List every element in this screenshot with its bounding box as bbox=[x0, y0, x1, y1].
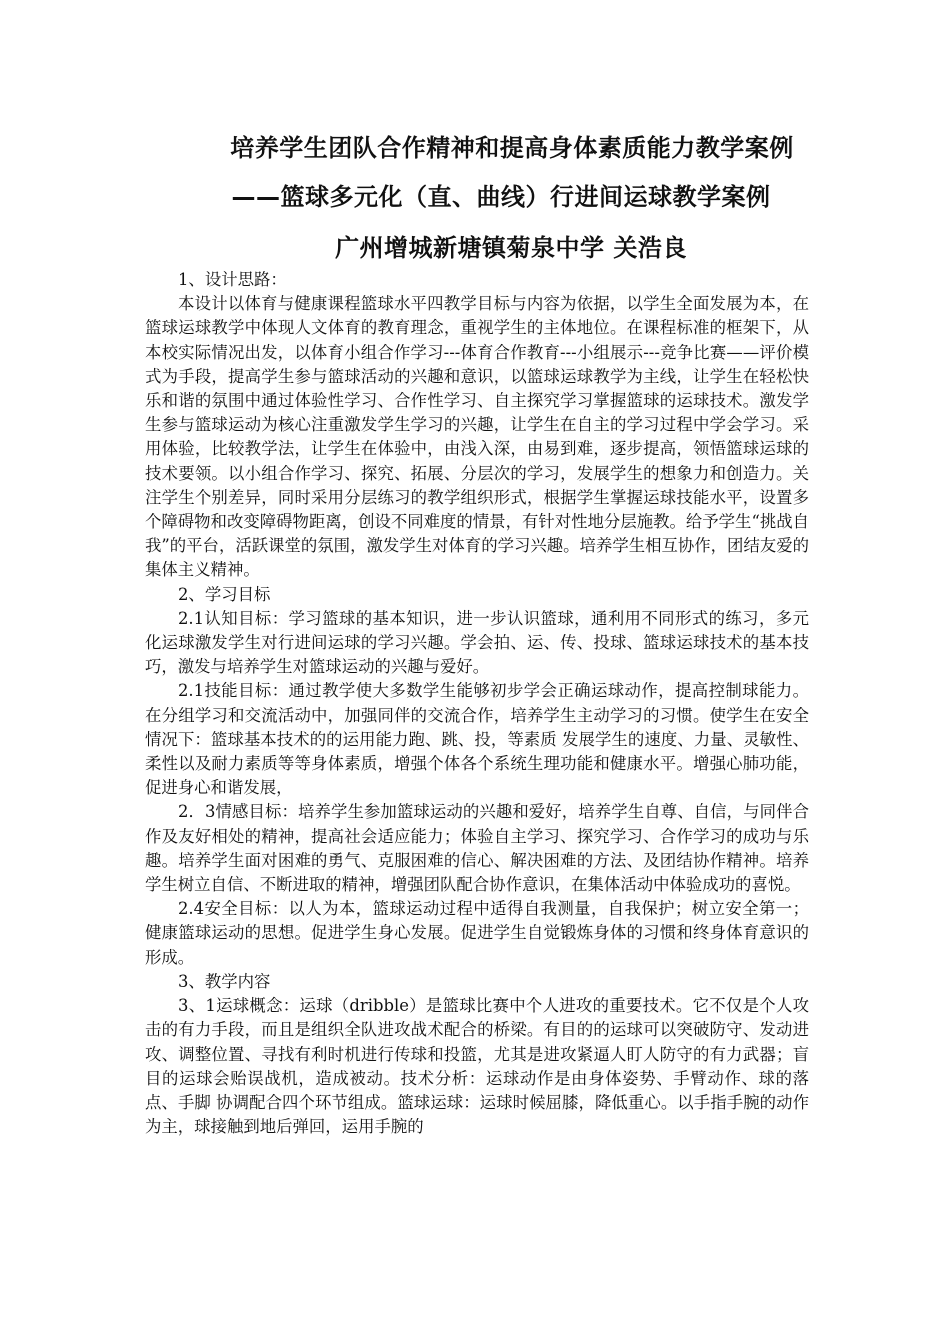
paragraph-skill-goal: 2.1技能目标：通过教学使大多数学生能够初步学会正确运球动作，提高控制球能力。在分组学习和交流活动中，加强同伴的交流合作，培养学生主动学习的习惯。使学生在安全情况下：篮球基本技术的的运用能力跑、跳、投，等素质 发展学生的速度、力量、灵敏性、柔性以及耐力素质等等身体素质，增强个体各个系统生理功能和健康水平。增强心肺功能，促进身心和谐发展， bbox=[145, 681, 809, 798]
paragraph-cognitive-goal: 2.1认知目标：学习篮球的基本知识，进一步认识篮球，通利用不同形式的练习，多元化运球激发学生对行进间运球的学习兴趣。学会拍、运、传、投球、篮球运球技术的基本技巧，激发与培养学生对篮球运动的兴趣与爱好。 bbox=[145, 608, 809, 677]
paragraph-design-idea: 本设计以体育与健康课程篮球水平四教学目标与内容为依据，以学生全面发展为本，在篮球运球教学中体现人文体育的教育理念，重视学生的主体地位。在课程标准的框架下，从本校实际情况出发，以体育小组合作学习---体育合作教育---小组展示---竞争比赛——评价模式为手段，提高学生参与篮球活动的兴趣和意识，以篮球运球教学为主线，让学生在轻松快乐和谐的氛围中通过体验性学习、合作性学习、自主探究学习掌握篮球的运球技术。激发学生参与篮球运动为核心注重激发学生学习的兴趣，让学生在自主的学习过程中学会学习。采用体验，比较教学法，让学生在体验中，由浅入深，由易到难，逐步提高，领悟篮球运球的技术要领。以小组合作学习、探究、拓展、分层次的学习，发展学生的想象力和创造力。关注学生个别差异，同时采用分层练习的教学组织形式，根据学生掌握运球技能水平，设置多个障碍物和改变障碍物距离，创设不同难度的情景，有针对性地分层施教。给予学生“挑战自我”的平台，活跃课堂的氛围，激发学生对体育的学习兴趣。培养学生相互协作，团结友爱的集体主义精神。 bbox=[145, 294, 810, 580]
document-body bbox=[145, 268, 809, 1139]
document-title: 培养学生团队合作精神和提高身体素质能力教学案例 bbox=[230, 134, 794, 162]
document-author: 广州增城新塘镇菊泉中学 关浩良 bbox=[335, 234, 687, 262]
paragraph-emotion-goal: 2．3情感目标：培养学生参加篮球运动的兴趣和爱好，培养学生自尊、自信，与同伴合作及友好相处的精神，提高社会适应能力；体验自主学习、探究学习、合作学习的成功与乐趣。培养学生面对困难的勇气、克服困难的信心、解决困难的方法、及团结协作精神。培养学生树立自信、不断进取的精神，增强团队配合协作意识，在集体活动中体验成功的喜悦。 bbox=[145, 802, 809, 895]
paragraph-safety-goal: 2.4安全目标：以人为本，篮球运动过程中适得自我测量，自我保护；树立安全第一；健康篮球运动的思想。促进学生身心发展。促进学生自觉锻炼身体的习惯和终身体育意识的形成。 bbox=[145, 899, 809, 967]
paragraph-dribble-concept: 3、1运球概念：运球（dribble）是篮球比赛中个人进攻的重要技术。它不仅是个人攻击的有力手段，而且是组织全队进攻战术配合的桥梁。有目的的运球可以突破防守、发动进攻、调整位置、寻找有利时机进行传球和投篮，尤其是进攻紧逼人盯人防守的有力武器；盲目的运球会贻误战机，造成被动。技术分析：运球动作是由身体姿势、手臂动作、球的落点、手脚 协调配合四个环节组成。篮球运球：运球时候屈膝，降低重心。以手指手腕的动作为主，球接触到地后弹回，运用手腕的 bbox=[145, 996, 809, 1137]
document-subtitle: ——篮球多元化（直、曲线）行进间运球教学案例 bbox=[231, 183, 771, 211]
section-heading-content: 3、教学内容 bbox=[178, 971, 271, 991]
section-heading-goals: 2、学习目标 bbox=[178, 584, 271, 604]
section-heading-design: 1、设计思路： bbox=[178, 270, 287, 289]
